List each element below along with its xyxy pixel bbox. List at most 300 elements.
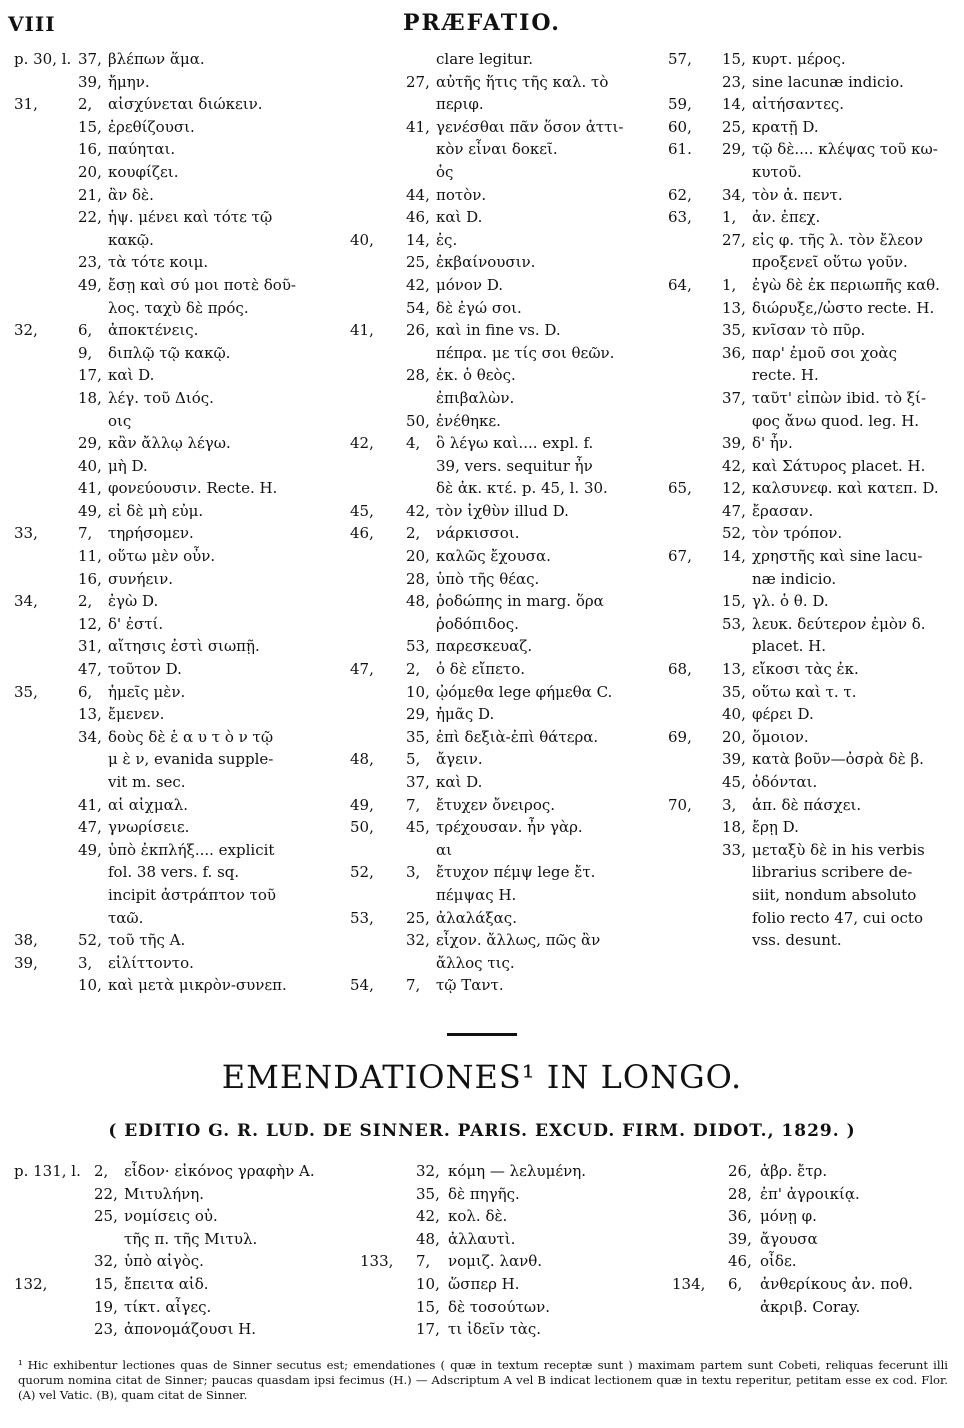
line-ref: 18, — [78, 388, 102, 407]
emendation-line — [360, 1296, 680, 1319]
reading-text: recte. H. — [752, 366, 819, 385]
page-ref: 46, — [350, 524, 374, 543]
page-ref: 50, — [350, 818, 374, 837]
line-ref: 9, — [78, 343, 93, 362]
reading-text: πέμψας H. — [436, 885, 517, 904]
page-ref: 39, — [14, 953, 38, 972]
reading-text: μὴ D. — [108, 456, 148, 475]
section-divider — [447, 1033, 517, 1036]
apparatus-line — [668, 658, 958, 681]
line-ref: 42, — [416, 1207, 440, 1226]
apparatus-line — [14, 861, 332, 884]
line-ref: 45, — [722, 773, 746, 791]
apparatus-line — [350, 342, 650, 365]
reading-text: ἄλλος τις. — [436, 953, 515, 972]
line-ref: 37, — [406, 773, 430, 791]
emendation-line — [360, 1318, 680, 1341]
reading-text: næ indicio. — [752, 569, 837, 588]
reading-text: ἡψ. μένει καὶ τότε τῷ — [108, 208, 273, 227]
page-ref: 45, — [350, 501, 374, 520]
reading-text: αἱ αἰχμαλ. — [108, 795, 189, 814]
reading-text: ἔτυχον πέμψ lege ἔτ. — [436, 863, 596, 882]
line-ref: 47, — [78, 660, 102, 679]
line-ref: 7, — [406, 795, 421, 814]
line-ref: 49, — [78, 275, 102, 294]
reading-text: ἔσῃ καὶ σύ μοι ποτὲ δοῦ- — [108, 275, 297, 294]
apparatus-line — [14, 929, 332, 952]
apparatus-line — [350, 590, 650, 613]
page-ref: p. 131, l. — [14, 1162, 81, 1180]
reading-text: ἔμενεν. — [108, 705, 165, 724]
line-ref: 20, — [722, 727, 746, 746]
line-ref: 39, — [728, 1229, 752, 1248]
line-ref: 2, — [406, 524, 421, 543]
line-ref: 35, — [722, 321, 746, 340]
reading-text: εἰς φ. τῆς λ. τὸν ἔλεον — [752, 230, 924, 249]
line-ref: 16, — [78, 569, 102, 588]
line-ref: 2, — [406, 660, 421, 679]
line-ref: 40, — [78, 456, 102, 475]
apparatus-line — [668, 545, 958, 568]
reading-text: κυρτ. μέρος. — [752, 50, 846, 68]
reading-text: καὶ D. — [436, 773, 483, 791]
apparatus-line — [350, 432, 650, 455]
apparatus-line — [350, 229, 650, 252]
line-ref: 29, — [722, 140, 746, 159]
apparatus-line — [350, 387, 650, 410]
apparatus-line — [668, 387, 958, 410]
apparatus-line — [668, 590, 958, 613]
reading-text: τὸν ἀ. πεντ. — [752, 185, 843, 204]
reading-text: ἂν δὲ. — [108, 185, 154, 204]
reading-text: κυτοῦ. — [752, 162, 802, 181]
page-ref: 42, — [350, 434, 374, 453]
reading-text: ἁβρ. ἔτρ. — [760, 1162, 828, 1180]
reading-text: χρηστῆς καὶ sine lacu- — [752, 547, 923, 566]
line-ref: 14, — [722, 547, 746, 566]
page-ref: 61. — [668, 140, 692, 159]
reading-text: ὁ δὲ εἴπετο. — [436, 660, 526, 679]
emendation-line — [14, 1318, 354, 1341]
reading-text: δὲ πηγῆς. — [448, 1184, 520, 1203]
line-ref: 25, — [406, 908, 430, 927]
emendation-line — [672, 1228, 962, 1251]
reading-text: οἶδε. — [760, 1252, 797, 1271]
reading-text: ἀν. ἐπεχ. — [752, 208, 821, 227]
apparatus-line — [668, 206, 958, 229]
line-ref: 50, — [406, 411, 430, 430]
apparatus-line — [14, 703, 332, 726]
apparatus-line — [668, 93, 958, 116]
emendation-line — [360, 1228, 680, 1251]
reading-text: τρέχουσαν. ἦν γὰρ. — [436, 818, 583, 837]
line-ref: 4, — [406, 434, 421, 453]
reading-text: ἀπονομάζουσι H. — [124, 1320, 257, 1339]
apparatus-line — [350, 500, 650, 523]
page-ref: 59, — [668, 95, 692, 114]
emendation-column-3 — [672, 1160, 962, 1318]
edition-line: ( EDITIO G. R. LUD. DE SINNER. PARIS. EXCUD. FIRM. DIDOT., 1829. ) — [108, 1121, 856, 1141]
emendation-line — [14, 1160, 354, 1183]
line-ref: 25, — [406, 253, 430, 272]
reading-text: δοὺς δὲ ἑ α υ τ ὸ ν τῷ — [108, 727, 274, 746]
reading-text: ὑπὸ ἐκπλήξ.... explicit — [108, 840, 275, 859]
page-number: VIII — [8, 12, 56, 36]
line-ref: 6, — [728, 1274, 743, 1293]
page-ref: 32, — [14, 321, 38, 340]
reading-text: τῷ Ταντ. — [436, 976, 504, 995]
emendation-line — [360, 1273, 680, 1296]
apparatus-line — [668, 364, 958, 387]
apparatus-column-1 — [14, 48, 332, 997]
line-ref: 36, — [728, 1207, 752, 1226]
apparatus-line — [668, 48, 958, 71]
reading-text: λέγ. τοῦ Διός. — [108, 388, 214, 407]
emendation-line — [14, 1183, 354, 1206]
line-ref: 20, — [406, 547, 430, 566]
apparatus-line — [668, 116, 958, 139]
reading-text: τηρήσομεν. — [108, 524, 194, 543]
emendation-line — [672, 1296, 962, 1319]
reading-text: ἔρασαν. — [752, 501, 814, 520]
line-ref: 37, — [722, 388, 746, 407]
section-title: EMENDATIONES¹ IN LONGO. — [221, 1058, 743, 1096]
reading-text: τι ἰδεῖν τὰς. — [448, 1320, 541, 1339]
apparatus-line — [350, 477, 650, 500]
emendation-line — [360, 1160, 680, 1183]
apparatus-line — [14, 794, 332, 817]
apparatus-line — [350, 884, 650, 907]
apparatus-line — [350, 861, 650, 884]
line-ref: 41, — [406, 117, 430, 136]
reading-text: φέρει D. — [752, 705, 814, 724]
line-ref: 7, — [416, 1252, 431, 1271]
reading-text: δὲ ἀκ. κτέ. p. 45, l. 30. — [436, 479, 608, 498]
reading-text: τοῦτον D. — [108, 660, 182, 679]
line-ref: 32, — [94, 1252, 118, 1271]
line-ref: 28, — [728, 1184, 752, 1203]
apparatus-line — [350, 455, 650, 478]
reading-text: librarius scribere de- — [752, 863, 913, 882]
emendation-line — [672, 1183, 962, 1206]
reading-text: ἄγειν. — [436, 750, 483, 769]
line-ref: 23, — [722, 72, 746, 91]
apparatus-line — [350, 658, 650, 681]
line-ref: 29, — [406, 705, 430, 724]
line-ref: 17, — [78, 366, 102, 385]
line-ref: 39, — [78, 72, 102, 91]
line-ref: 15, — [722, 50, 746, 68]
page-ref: 35, — [14, 682, 38, 701]
apparatus-line — [668, 568, 958, 591]
reading-text: ῥοδόπιδος. — [436, 614, 519, 633]
reading-text: νομιζ. λανθ. — [448, 1252, 542, 1271]
line-ref: 22, — [78, 208, 102, 227]
reading-text: ἐπ' ἀγροικίᾳ. — [760, 1184, 860, 1203]
reading-text: 39, vers. sequitur ἦν — [436, 456, 593, 475]
line-ref: 53, — [406, 637, 430, 656]
reading-text: φονεύουσιν. Recte. H. — [108, 479, 278, 498]
reading-text: ἔπειτα αἰδ. — [124, 1274, 209, 1293]
line-ref: 3, — [722, 795, 737, 814]
emendation-line — [672, 1205, 962, 1228]
apparatus-line — [350, 794, 650, 817]
page-ref: 53, — [350, 908, 374, 927]
apparatus-line — [14, 974, 332, 997]
emendation-line — [672, 1250, 962, 1273]
line-ref: 15, — [722, 592, 746, 611]
line-ref: 42, — [722, 456, 746, 475]
apparatus-line — [668, 907, 958, 930]
apparatus-line — [350, 116, 650, 139]
reading-text: ποτὸν. — [436, 185, 487, 204]
line-ref: 17, — [416, 1320, 440, 1339]
line-ref: 15, — [94, 1274, 118, 1293]
page-ref: 34, — [14, 592, 38, 611]
emendation-column-2 — [360, 1160, 680, 1341]
apparatus-line — [350, 319, 650, 342]
apparatus-line — [14, 432, 332, 455]
line-ref: 42, — [406, 501, 430, 520]
line-ref: 35, — [406, 727, 430, 746]
reading-text: συνήειν. — [108, 569, 174, 588]
apparatus-line — [350, 907, 650, 930]
apparatus-line — [350, 138, 650, 161]
line-ref: 13, — [78, 705, 102, 724]
line-ref: 33, — [722, 840, 746, 859]
line-ref: 2, — [78, 95, 93, 114]
reading-text: δὲ ἐγώ σοι. — [436, 298, 522, 317]
line-ref: 36, — [722, 343, 746, 362]
footnote: ¹ Hic exhibentur lectiones quas de Sinner secutus est; emendationes ( quæ in textum receptæ sunt ) maximam partem sunt Cobeti, reliquas fecerunt illi quorum nomina citat de Sinner; paucas quasdam ipsi fecimus (H.) — Adscriptum A vel B indicat lectionem quæ in textu reperitur, petitam esse ex cod. Flor. (A) vel Vatic. (B), quam citat de Sinner. — [18, 1358, 948, 1402]
line-ref: 41, — [78, 795, 102, 814]
page-ref: 33, — [14, 524, 38, 543]
line-ref: 29, — [78, 434, 102, 453]
reading-text: siit, nondum absoluto — [752, 885, 917, 904]
page-ref: 40, — [350, 230, 374, 249]
reading-text: τῆς π. τῆς Μιτυλ. — [124, 1229, 258, 1248]
reading-text: ἐπιβαλὼν. — [436, 388, 515, 407]
line-ref: 47, — [78, 818, 102, 837]
page-header — [8, 8, 956, 38]
reading-text: ἐπὶ δεξιὰ-ἐπὶ θάτερα. — [436, 727, 599, 746]
reading-text: εἶχον. ἄλλως, πῶς ἂν — [436, 931, 601, 950]
apparatus-line — [350, 410, 650, 433]
apparatus-line — [350, 184, 650, 207]
reading-text: εἴκοσι τὰς ἐκ. — [752, 660, 859, 679]
apparatus-line — [350, 771, 650, 794]
apparatus-line — [14, 568, 332, 591]
page-ref: 65, — [668, 479, 692, 498]
apparatus-line — [14, 48, 332, 71]
line-ref: 26, — [728, 1162, 752, 1180]
reading-text: γενέσθαι πᾶν ὅσον ἀττι- — [436, 117, 624, 136]
reading-text: τίκτ. αἶγες. — [124, 1297, 212, 1316]
apparatus-line — [668, 251, 958, 274]
line-ref: 2, — [94, 1162, 109, 1180]
apparatus-line — [668, 410, 958, 433]
emendation-line — [14, 1296, 354, 1319]
reading-text: vit m. sec. — [108, 773, 186, 791]
apparatus-line — [350, 929, 650, 952]
apparatus-line — [14, 184, 332, 207]
line-ref: 10, — [78, 976, 102, 995]
apparatus-line — [668, 861, 958, 884]
page-ref: p. 30, l. — [14, 50, 72, 68]
reading-text: ἀλαλάξας. — [436, 908, 517, 927]
line-ref: 48, — [416, 1229, 440, 1248]
reading-text: δὲ τοσούτων. — [448, 1297, 550, 1316]
apparatus-line — [14, 206, 332, 229]
reading-text: ἔρῃ D. — [752, 818, 799, 837]
line-ref: 15, — [78, 117, 102, 136]
line-ref: 18, — [722, 818, 746, 837]
reading-text: ὅμοιον. — [752, 727, 809, 746]
reading-text: δ' ἐστί. — [108, 614, 164, 633]
apparatus-line — [14, 839, 332, 862]
line-ref: 41, — [78, 479, 102, 498]
line-ref: 10, — [416, 1274, 440, 1293]
line-ref: 19, — [94, 1297, 118, 1316]
page-ref: 64, — [668, 275, 692, 294]
reading-text: καὶ Σάτυρος placet. H. — [752, 456, 926, 475]
reading-text: ἐγὼ D. — [108, 592, 159, 611]
emendation-line — [360, 1250, 680, 1273]
reading-text: μ ὲ ν, evanida supple- — [108, 750, 274, 769]
line-ref: 49, — [78, 501, 102, 520]
line-ref: 12, — [78, 614, 102, 633]
page-title: PRÆFATIO. — [403, 10, 561, 36]
reading-text: ὑπὸ αἰγὸς. — [124, 1252, 204, 1271]
reading-text: εἱλίττοντο. — [108, 953, 194, 972]
apparatus-line — [668, 274, 958, 297]
reading-text: κρατῇ D. — [752, 117, 819, 136]
apparatus-line — [668, 229, 958, 252]
emendation-line — [14, 1205, 354, 1228]
reading-text: γλ. ὁ θ. D. — [752, 592, 829, 611]
line-ref: 13, — [722, 660, 746, 679]
page-ref: 49, — [350, 795, 374, 814]
line-ref: 27, — [722, 230, 746, 249]
reading-text: αἴτησις ἐστὶ σιωπῇ. — [108, 637, 260, 656]
reading-text: καὶ D. — [436, 208, 483, 227]
reading-text: ὥσπερ H. — [448, 1274, 520, 1293]
reading-text: ὑπὸ τῆς θέας. — [436, 569, 540, 588]
reading-text: κὸν εἶναι δοκεῖ. — [436, 140, 558, 159]
apparatus-line — [350, 206, 650, 229]
line-ref: 12, — [722, 479, 746, 498]
apparatus-line — [668, 748, 958, 771]
reading-text: ἐκβαίνουσιν. — [436, 253, 536, 272]
reading-text: μόνῃ φ. — [760, 1207, 817, 1226]
apparatus-line — [350, 613, 650, 636]
line-ref: 13, — [722, 298, 746, 317]
reading-text: τὰ τότε κοιμ. — [108, 253, 209, 272]
apparatus-line — [668, 681, 958, 704]
line-ref: 46, — [406, 208, 430, 227]
reading-text: placet. H. — [752, 637, 827, 656]
reading-text: folio recto 47, cui octo — [752, 908, 923, 927]
reading-text: παύηται. — [108, 140, 176, 159]
reading-text: ἔτυχεν ὄνειρος. — [436, 795, 556, 814]
reading-text: τὸν τρόπον. — [752, 524, 843, 543]
apparatus-line — [350, 161, 650, 184]
reading-text: ἄγουσα — [760, 1229, 818, 1248]
apparatus-line — [350, 568, 650, 591]
reading-text: ὀδόνται. — [752, 773, 818, 791]
reading-text: τῷ δὲ.... κλέψας τοῦ κω- — [752, 140, 938, 159]
line-ref: 11, — [78, 547, 102, 566]
line-ref: 1, — [722, 275, 737, 294]
reading-text: κουφίζει. — [108, 162, 179, 181]
reading-text: ἀκριβ. Coray. — [760, 1297, 861, 1316]
apparatus-line — [668, 297, 958, 320]
line-ref: 28, — [406, 569, 430, 588]
apparatus-line — [14, 500, 332, 523]
reading-text: μόνον D. — [436, 275, 504, 294]
line-ref: 10, — [406, 682, 430, 701]
page-ref: 69, — [668, 727, 692, 746]
page-ref: 31, — [14, 95, 38, 114]
reading-text: λος. ταχὺ δὲ πρός. — [108, 298, 249, 317]
apparatus-line — [350, 726, 650, 749]
line-ref: 22, — [94, 1184, 118, 1203]
reading-text: κόμη — λελυμένη. — [448, 1162, 586, 1180]
page-ref: 60, — [668, 117, 692, 136]
apparatus-line — [350, 974, 650, 997]
apparatus-line — [668, 839, 958, 862]
reading-text: γνωρίσειε. — [108, 818, 190, 837]
apparatus-line — [14, 545, 332, 568]
line-ref: 25, — [94, 1207, 118, 1226]
page-ref: 41, — [350, 321, 374, 340]
apparatus-line — [14, 161, 332, 184]
apparatus-line — [14, 410, 332, 433]
page-ref: 67, — [668, 547, 692, 566]
page-ref: 133, — [360, 1252, 394, 1271]
reading-text: κολ. δὲ. — [448, 1207, 508, 1226]
page-ref: 62, — [668, 185, 692, 204]
emendation-column-1 — [14, 1160, 354, 1341]
line-ref: 2, — [78, 592, 93, 611]
line-ref: 20, — [78, 162, 102, 181]
line-ref: 1, — [722, 208, 737, 227]
page-ref: 132, — [14, 1274, 48, 1293]
apparatus-line — [668, 522, 958, 545]
emendation-line — [360, 1205, 680, 1228]
line-ref: 3, — [78, 953, 93, 972]
line-ref: 6, — [78, 682, 93, 701]
apparatus-line — [14, 229, 332, 252]
line-ref: 35, — [416, 1184, 440, 1203]
reading-text: διπλῷ τῷ κακῷ. — [108, 343, 231, 362]
line-ref: 53, — [722, 614, 746, 633]
apparatus-line — [668, 816, 958, 839]
reading-text: κακῷ. — [108, 230, 154, 249]
apparatus-line — [668, 319, 958, 342]
page-ref: 38, — [14, 931, 38, 950]
reading-text: clare legitur. — [436, 50, 534, 68]
apparatus-line — [668, 455, 958, 478]
emendation-line — [672, 1160, 962, 1183]
page-ref: 54, — [350, 976, 374, 995]
apparatus-line — [14, 71, 332, 94]
page-ref: 48, — [350, 750, 374, 769]
reading-text: αι — [436, 840, 453, 859]
reading-text: κνῖσαν τὸ πῦρ. — [752, 321, 866, 340]
reading-text: καὶ D. — [108, 366, 155, 385]
line-ref: 45, — [406, 818, 430, 837]
